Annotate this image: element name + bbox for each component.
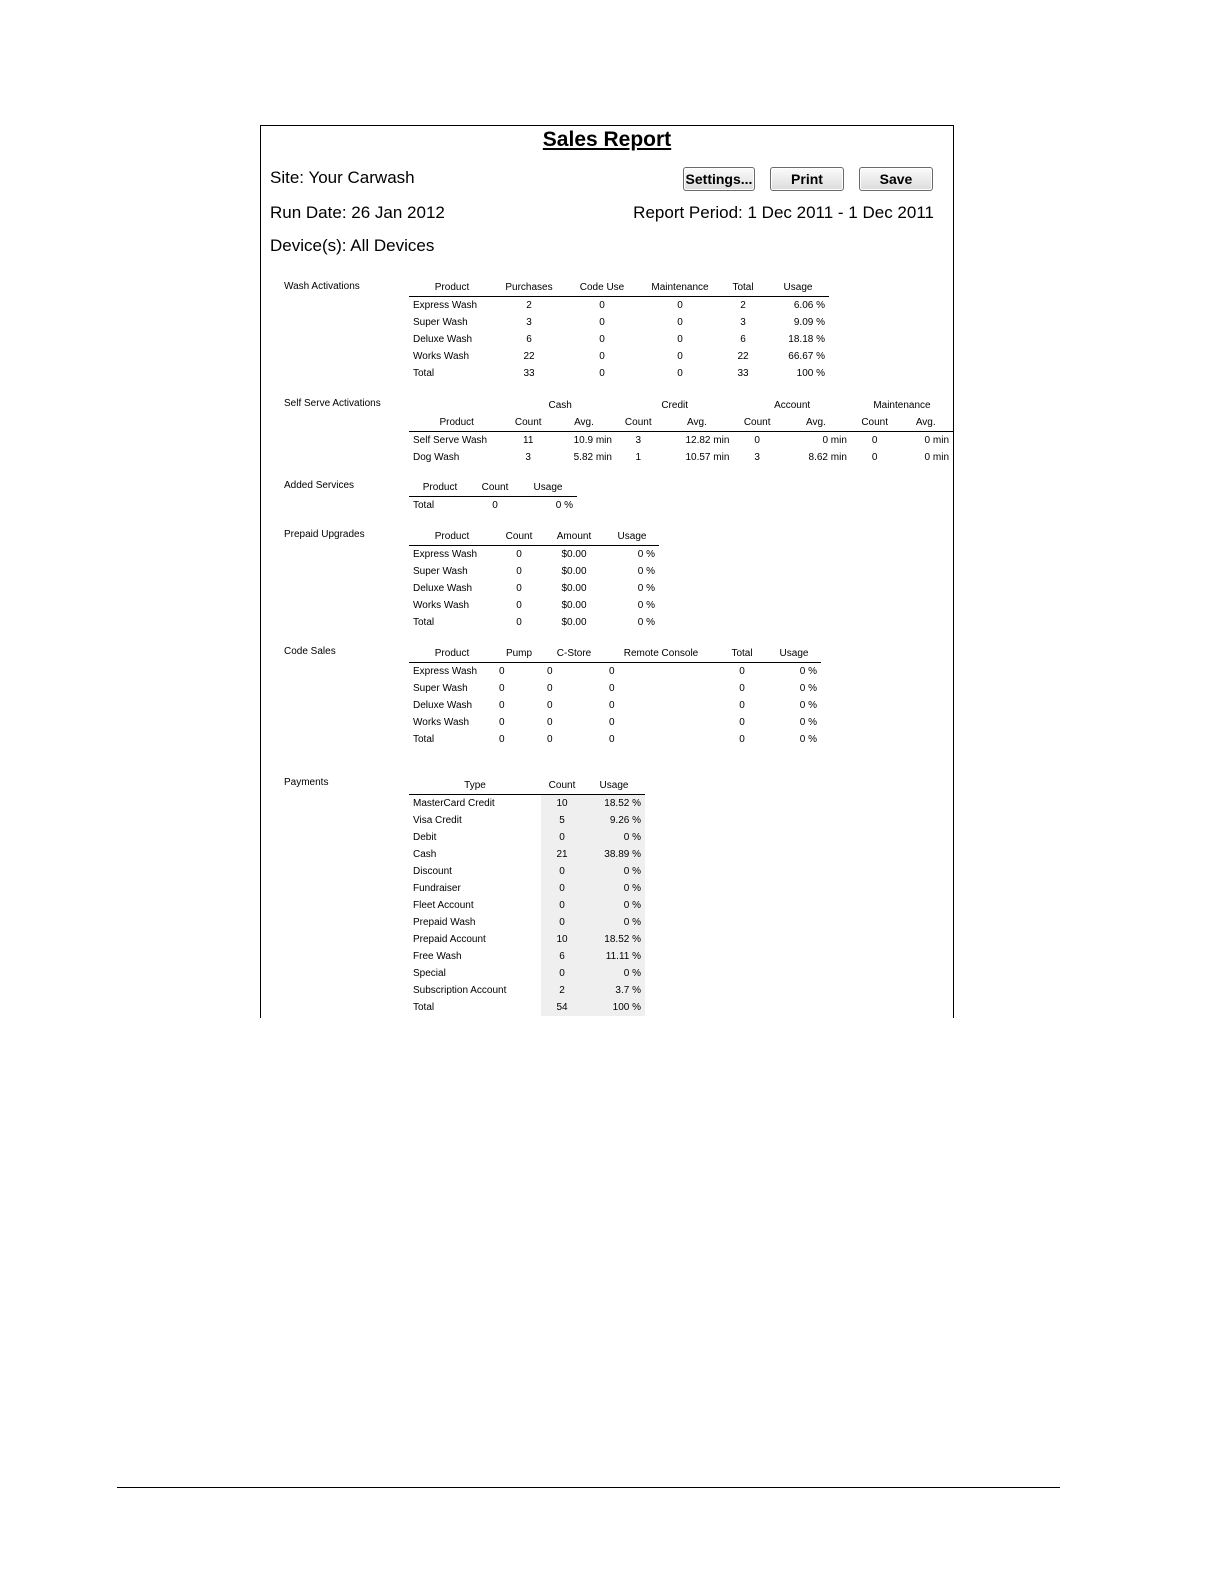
column-header: Count xyxy=(541,777,583,795)
column-header: Purchases xyxy=(495,279,563,297)
table-row xyxy=(409,663,821,681)
section-label-wash-activations: Wash Activations xyxy=(284,281,360,292)
table-cell: 0 xyxy=(739,666,745,677)
table-cell: 0 % xyxy=(799,683,817,694)
table-cell: 6.06 % xyxy=(793,300,825,311)
table-row xyxy=(409,965,645,982)
table-cell: 0 xyxy=(609,666,615,677)
table-cell: 3 xyxy=(740,317,746,328)
table-cell: 0 xyxy=(599,300,605,311)
table-cell: 0 % xyxy=(555,500,573,511)
table-cell: 3.7 % xyxy=(583,982,645,999)
site-line xyxy=(270,168,415,188)
table-cell: MasterCard Credit xyxy=(413,798,495,809)
prepaid-upgrades-table xyxy=(409,528,659,631)
table-cell: 33 xyxy=(737,368,749,379)
group-header-spacer xyxy=(409,397,504,414)
table-cell: 0 xyxy=(677,317,683,328)
table-cell: $0.00 xyxy=(561,600,587,611)
section-label-payments: Payments xyxy=(284,777,329,788)
footer-rule xyxy=(117,1487,1060,1488)
table-row xyxy=(409,297,829,315)
table-cell: 0 xyxy=(547,666,553,677)
table-cell: 0 xyxy=(677,300,683,311)
table-cell: 0 xyxy=(609,700,615,711)
group-header: Cash xyxy=(548,400,572,411)
table-cell: 38.89 % xyxy=(583,846,645,863)
table-cell: 0 % xyxy=(637,617,655,628)
table-cell: 0 xyxy=(547,717,553,728)
column-header: Avg. xyxy=(552,414,616,432)
table-cell: 10.9 min xyxy=(573,435,612,446)
table-cell: 0 min xyxy=(924,435,949,446)
table-cell: 66.67 % xyxy=(788,351,825,362)
table-row xyxy=(409,914,645,931)
table-cell: 0 xyxy=(541,880,583,897)
table-cell: 0 xyxy=(609,717,615,728)
table-cell: 0 xyxy=(599,368,605,379)
table-cell: 12.82 min xyxy=(685,435,730,446)
table-cell: 0 % xyxy=(637,583,655,594)
table-cell: $0.00 xyxy=(561,549,587,560)
table-cell: 0 xyxy=(599,334,605,345)
table-cell: 3 xyxy=(635,435,642,446)
table-cell: $0.00 xyxy=(561,617,587,628)
table-row xyxy=(409,846,645,863)
table-cell: 0 xyxy=(499,717,505,728)
table-cell: 0 xyxy=(871,435,878,446)
table-cell: 0 xyxy=(516,566,522,577)
devices-line: Device(s): All Devices xyxy=(270,236,435,255)
table-cell: 11.11 % xyxy=(583,948,645,965)
table-cell: 0 min xyxy=(822,435,847,446)
section-label-added-services: Added Services xyxy=(284,480,355,491)
site-label: Site: xyxy=(270,168,305,187)
column-header: Usage xyxy=(767,645,821,663)
table-cell: 18.52 % xyxy=(583,795,645,813)
column-header: C-Store xyxy=(543,645,605,663)
table-cell: Express Wash xyxy=(413,549,478,560)
table-cell: 18.52 % xyxy=(583,931,645,948)
section-label-code-sales: Code Sales xyxy=(284,646,336,657)
table-cell: Visa Credit xyxy=(413,815,462,826)
table-cell: 0 xyxy=(547,700,553,711)
table-row xyxy=(409,948,645,965)
table-cell: Prepaid Account xyxy=(413,934,486,945)
table-cell: 0 xyxy=(541,914,583,931)
table-cell: 0 % xyxy=(637,600,655,611)
column-header: Remote Console xyxy=(605,645,717,663)
column-header: Count xyxy=(504,414,552,432)
table-cell: 3 xyxy=(526,317,532,328)
table-cell: Total xyxy=(413,500,435,511)
table-cell: 0 % xyxy=(583,897,645,914)
table-cell: 5 xyxy=(541,812,583,829)
table-row xyxy=(409,563,659,580)
table-cell: Total xyxy=(413,734,435,745)
column-header: Usage xyxy=(767,279,829,297)
save-button[interactable]: Save xyxy=(859,167,933,191)
self-serve-table xyxy=(409,397,953,466)
run-date: Run Date: 26 Jan 2012 xyxy=(270,203,445,222)
table-cell: 0 xyxy=(516,617,522,628)
table-row xyxy=(409,931,645,948)
table-cell: 0 % xyxy=(583,829,645,846)
column-header: Count xyxy=(733,414,781,432)
column-header: Usage xyxy=(605,528,659,546)
table-cell: 0 xyxy=(677,334,683,345)
table-cell: Subscription Account xyxy=(413,985,507,996)
table-cell: 6 xyxy=(526,334,532,345)
print-button[interactable]: Print xyxy=(770,167,844,191)
table-cell: 0 xyxy=(739,700,745,711)
site-value: Your Carwash xyxy=(308,168,415,187)
table-cell: 0 xyxy=(547,683,553,694)
column-header: Avg. xyxy=(898,414,953,432)
table-cell: 22 xyxy=(523,351,535,362)
table-row xyxy=(409,795,645,813)
column-header: Product xyxy=(409,528,495,546)
group-header: Credit xyxy=(661,400,689,411)
table-cell: 0 % xyxy=(637,566,655,577)
table-cell: Fleet Account xyxy=(413,900,474,911)
table-cell: 10 xyxy=(541,931,583,948)
table-row xyxy=(409,546,659,564)
section-label-prepaid-upgrades: Prepaid Upgrades xyxy=(284,529,365,540)
table-cell: 0 % xyxy=(583,863,645,880)
table-cell: Prepaid Wash xyxy=(413,917,476,928)
table-row xyxy=(409,829,645,846)
table-row xyxy=(409,580,659,597)
report-period: Report Period: 1 Dec 2011 - 1 Dec 2011 xyxy=(633,203,934,222)
table-cell: 0 xyxy=(547,734,553,745)
table-cell: Discount xyxy=(413,866,452,877)
table-cell: 0 xyxy=(541,965,583,982)
table-cell: 0 xyxy=(739,734,745,745)
table-cell: Deluxe Wash xyxy=(413,334,473,345)
table-cell: 0 xyxy=(754,435,760,446)
report-window xyxy=(260,125,954,1018)
table-row xyxy=(409,680,821,697)
table-cell: Deluxe Wash xyxy=(413,583,473,594)
table-cell: 1 xyxy=(635,452,642,463)
table-row xyxy=(409,314,829,331)
table-cell: 0 min xyxy=(924,452,949,463)
table-cell: 0 xyxy=(871,452,878,463)
table-cell: 0 % xyxy=(799,700,817,711)
table-cell: Dog Wash xyxy=(413,452,460,463)
table-row xyxy=(409,731,821,748)
column-header: Product xyxy=(409,279,495,297)
wash-activations-table xyxy=(409,279,829,382)
group-header: Account xyxy=(774,400,811,411)
table-cell: 0 xyxy=(499,666,505,677)
column-header: Code Use xyxy=(563,279,641,297)
table-cell: 0 % xyxy=(583,965,645,982)
table-cell: 0 % xyxy=(799,734,817,745)
column-header: Usage xyxy=(519,479,577,497)
table-cell: Debit xyxy=(413,832,437,843)
column-header: Total xyxy=(719,279,767,297)
table-cell: 0 xyxy=(739,683,745,694)
table-cell: 100 % xyxy=(583,999,645,1016)
column-header: Count xyxy=(616,414,661,432)
table-cell: 0 xyxy=(541,863,583,880)
column-header: Count xyxy=(471,479,519,497)
table-cell: 2 xyxy=(526,300,532,311)
table-cell: 33 xyxy=(523,368,535,379)
column-header: Usage xyxy=(583,777,645,795)
report-title: Sales Report xyxy=(542,128,672,151)
table-cell: Free Wash xyxy=(413,951,462,962)
table-cell: Self Serve Wash xyxy=(413,435,488,446)
table-cell: 100 % xyxy=(796,368,825,379)
table-cell: 0 xyxy=(499,734,505,745)
table-row xyxy=(409,497,577,515)
table-cell: 10.57 min xyxy=(685,452,730,463)
table-cell: 3 xyxy=(754,452,760,463)
column-header: Count xyxy=(851,414,899,432)
table-cell: 2 xyxy=(740,300,746,311)
table-cell: Fundraiser xyxy=(413,883,461,894)
table-cell: 0 xyxy=(516,600,522,611)
section-label-self-serve: Self Serve Activations xyxy=(284,398,381,409)
table-cell: $0.00 xyxy=(561,583,587,594)
table-cell: Works Wash xyxy=(413,717,470,728)
table-row xyxy=(409,348,829,365)
table-cell: 0 xyxy=(599,351,605,362)
table-cell: 0 xyxy=(499,700,505,711)
table-cell: Total xyxy=(413,1002,435,1013)
table-cell: 0 xyxy=(499,683,505,694)
table-row xyxy=(409,331,829,348)
column-header: Product xyxy=(409,414,504,432)
payments-table xyxy=(409,777,645,1016)
table-row xyxy=(409,897,645,914)
table-cell: 0 % xyxy=(637,549,655,560)
table-row xyxy=(409,999,645,1016)
table-cell: 8.62 min xyxy=(808,452,847,463)
table-cell: 0 xyxy=(516,549,522,560)
code-sales-table xyxy=(409,645,821,748)
table-row xyxy=(409,982,645,999)
table-cell: 6 xyxy=(541,948,583,965)
table-cell: 6 xyxy=(740,334,746,345)
table-cell: 0 xyxy=(492,500,498,511)
table-cell: Express Wash xyxy=(413,666,478,677)
table-cell: 22 xyxy=(737,351,749,362)
column-header: Count xyxy=(495,528,543,546)
table-row xyxy=(409,880,645,897)
table-cell: Works Wash xyxy=(413,600,470,611)
table-cell: 0 % xyxy=(799,717,817,728)
group-header: Maintenance xyxy=(873,400,931,411)
table-cell: Super Wash xyxy=(413,683,468,694)
table-cell: 18.18 % xyxy=(788,334,825,345)
table-cell: 0 xyxy=(609,734,615,745)
table-cell: 3 xyxy=(525,452,531,463)
table-cell: 0 xyxy=(599,317,605,328)
table-cell: $0.00 xyxy=(561,566,587,577)
table-cell: 0 % xyxy=(583,914,645,931)
table-row xyxy=(409,597,659,614)
table-cell: Cash xyxy=(413,849,437,860)
column-header: Avg. xyxy=(661,414,734,432)
table-cell: 5.82 min xyxy=(573,452,612,463)
column-header: Avg. xyxy=(781,414,851,432)
table-row xyxy=(409,714,821,731)
column-header: Maintenance xyxy=(641,279,719,297)
table-row xyxy=(409,614,659,631)
table-row xyxy=(409,863,645,880)
table-cell: Express Wash xyxy=(413,300,478,311)
table-cell: Super Wash xyxy=(413,317,468,328)
column-header: Product xyxy=(409,645,495,663)
table-cell: 9.09 % xyxy=(793,317,825,328)
column-header: Type xyxy=(409,777,541,795)
table-row xyxy=(409,365,829,382)
table-cell: Total xyxy=(413,617,435,628)
table-cell: 0 xyxy=(677,368,683,379)
table-cell: Deluxe Wash xyxy=(413,700,473,711)
column-header: Pump xyxy=(495,645,543,663)
table-cell: Super Wash xyxy=(413,566,468,577)
table-row xyxy=(409,812,645,829)
table-cell: Special xyxy=(413,968,446,979)
table-cell: 0 xyxy=(541,897,583,914)
settings-button[interactable]: Settings... xyxy=(683,167,755,191)
table-row xyxy=(409,432,953,450)
table-cell: 10 xyxy=(541,795,583,813)
table-cell: Works Wash xyxy=(413,351,470,362)
table-cell: 0 xyxy=(677,351,683,362)
table-cell: 0 % xyxy=(799,666,817,677)
column-header: Total xyxy=(717,645,767,663)
table-cell: 0 xyxy=(609,683,615,694)
table-cell: 0 xyxy=(516,583,522,594)
table-cell: Total xyxy=(413,368,435,379)
table-cell: 21 xyxy=(541,846,583,863)
table-row xyxy=(409,697,821,714)
table-cell: 2 xyxy=(541,982,583,999)
table-cell: 11 xyxy=(523,435,534,446)
column-header: Product xyxy=(409,479,471,497)
table-cell: 0 % xyxy=(583,880,645,897)
added-services-table xyxy=(409,479,577,514)
table-cell: 0 xyxy=(541,829,583,846)
table-cell: 54 xyxy=(541,999,583,1016)
table-cell: 9.26 % xyxy=(583,812,645,829)
table-row xyxy=(409,449,953,466)
column-header: Amount xyxy=(543,528,605,546)
table-cell: 0 xyxy=(739,717,745,728)
